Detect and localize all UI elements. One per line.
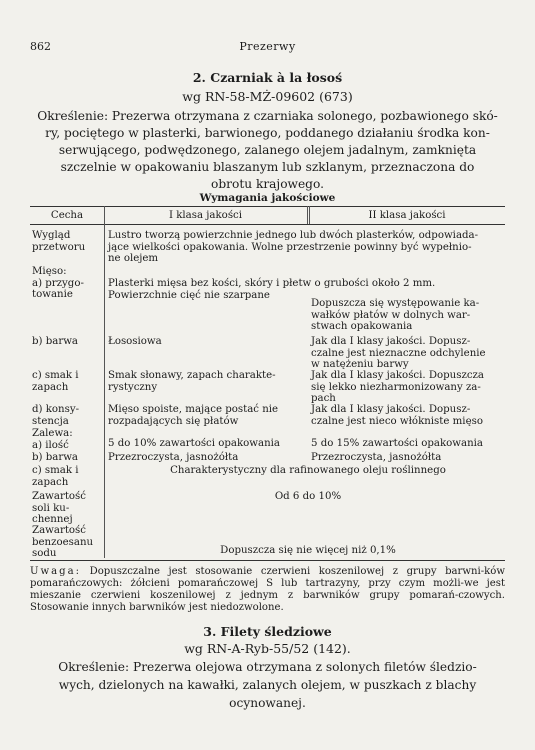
table-bottom-rule xyxy=(30,560,505,561)
table-row-feature: Zawartość benzoesanu sodu xyxy=(32,525,94,559)
note-lead: Uwaga: xyxy=(30,566,82,577)
table-row-value-class-1: Łososiowa xyxy=(108,336,162,347)
definition-line: wych, dzielonych na kawałki, zalanych olejem, w puszkach z blachy xyxy=(58,678,477,692)
table-header-feature: Cecha xyxy=(50,210,84,221)
table-row-value-class-1: Mięso spoiste, mające postać nie rozpadających się płatów xyxy=(108,404,279,427)
note-text: Dopuszczalne jest stosowanie czerwieni koszenilowej z grupy barwni-ków pomarańczowych: żółcieni pomarańczowej S lub tartrazyny, przy czym możli-we jest mieszanie czerwieni koszenilowej z jednym z barwników grupy pomarań-czowych. Stosowanie innych barwników jest niedozwolone. xyxy=(30,566,505,613)
table-row-feature: d) konsy- stencja xyxy=(32,404,80,427)
table-row-value-class-2: Jak dla I klasy jakości. Dopuszcza się lekko niezharmonizowany za- pach xyxy=(311,370,484,404)
table-row-value-class-2: Jak dla I klasy jakości. Dopusz- czalne jest nieco włókniste mięso xyxy=(311,404,483,427)
page-header xyxy=(30,40,505,56)
section-3-title: 3. Filety śledziowe xyxy=(203,624,332,639)
table-row-value-spanning: Dopuszcza się nie więcej niż 0,1% xyxy=(220,545,396,556)
definition-line: obrotu krajowego. xyxy=(211,177,324,191)
section-2-title: 2. Czarniak à la łosoś xyxy=(192,70,343,85)
table-row-value-class-1: 5 do 10% zawartości opakowania xyxy=(108,438,280,449)
table-row-feature: b) barwa xyxy=(32,452,78,463)
table-row-value-spanning: Charakterystyczny dla rafinowanego oleju roślinnego xyxy=(170,465,446,476)
definition-line: szczelnie w opakowaniu blaszanym lub szklanym, przeznaczona do xyxy=(60,160,475,174)
table-row-feature: Zawartość soli ku- chennej xyxy=(32,491,86,525)
table-header-class-2: II klasa jakości xyxy=(368,210,446,221)
definition-line: Określenie: Prezerwa otrzymana z czarniaka solonego, pozbawionego skó- xyxy=(37,109,498,123)
table-row-value-class-1: Przezroczysta, jasnożółta xyxy=(108,452,239,463)
table-header-class-1: I klasa jakości xyxy=(168,210,243,221)
definition-line: ry, pociętego w plasterki, barwionego, poddanego działaniu środka kon- xyxy=(45,126,490,140)
definition-line: ocynowanej. xyxy=(229,696,306,710)
table-row-feature: b) barwa xyxy=(32,336,78,347)
table-row-value-class-2: Przezroczysta, jasnożółta xyxy=(311,452,442,463)
table-row-feature: c) smak i zapach xyxy=(32,370,79,393)
section-2-definition xyxy=(30,108,505,193)
table-column-divider xyxy=(104,206,105,558)
table-row-value-class-2: Dopuszcza się występowanie ka- wałków płatów w dolnych war- stwach opakowania xyxy=(311,298,480,332)
table-header-rule xyxy=(30,224,505,225)
table-row-feature: Wygląd przetworu xyxy=(32,230,86,253)
table-column-divider xyxy=(307,206,308,224)
section-3-definition xyxy=(30,658,505,712)
table-row-value-spanning: Od 6 do 10% xyxy=(274,491,342,502)
definition-line: serwującego, podwędzonego, zalanego olejem jadalnym, zamknięta xyxy=(58,143,477,157)
definition-line: Określenie: Prezerwa olejowa otrzymana z solonych filetów śledzio- xyxy=(58,660,477,674)
page-number: 862 xyxy=(30,40,51,53)
section-2-standard: wg RN-58-MŻ-09602 (673) xyxy=(182,89,353,104)
table-row-feature: Mięso: a) przygo- towanie xyxy=(32,266,84,300)
table-row-value: Plasterki mięsa bez kości, skóry i płetw o grubości około 2 mm. Powierzchnie cięć nie szarpane xyxy=(108,278,436,301)
running-title: Prezerwy xyxy=(239,40,296,53)
table-row-feature: Zalewa: a) ilość xyxy=(32,428,73,451)
table-row-value-class-2: 5 do 15% zawartości opakowania xyxy=(311,438,483,449)
table-top-rule xyxy=(30,206,505,207)
table-row-feature: c) smak i zapach xyxy=(32,465,79,488)
table-row-value: Lustro tworzą powierzchnie jednego lub dwóch plasterków, odpowiada- jące wielkości opakowania. Wolne przestrzenie powinny być wypełnio- ne olejem xyxy=(108,230,479,264)
section-3-standard: wg RN-A-Ryb-55/52 (142). xyxy=(184,641,351,656)
table-row-value-class-1: Smak słonawy, zapach charakte- rystyczny xyxy=(108,370,276,393)
note-paragraph xyxy=(30,566,505,614)
requirements-title: Wymagania jakościowe xyxy=(199,192,336,204)
table-row-value-class-2: Jak dla I klasy jakości. Dopusz- czalne jest nieznaczne odchylenie w natężeniu barwy xyxy=(311,336,486,370)
